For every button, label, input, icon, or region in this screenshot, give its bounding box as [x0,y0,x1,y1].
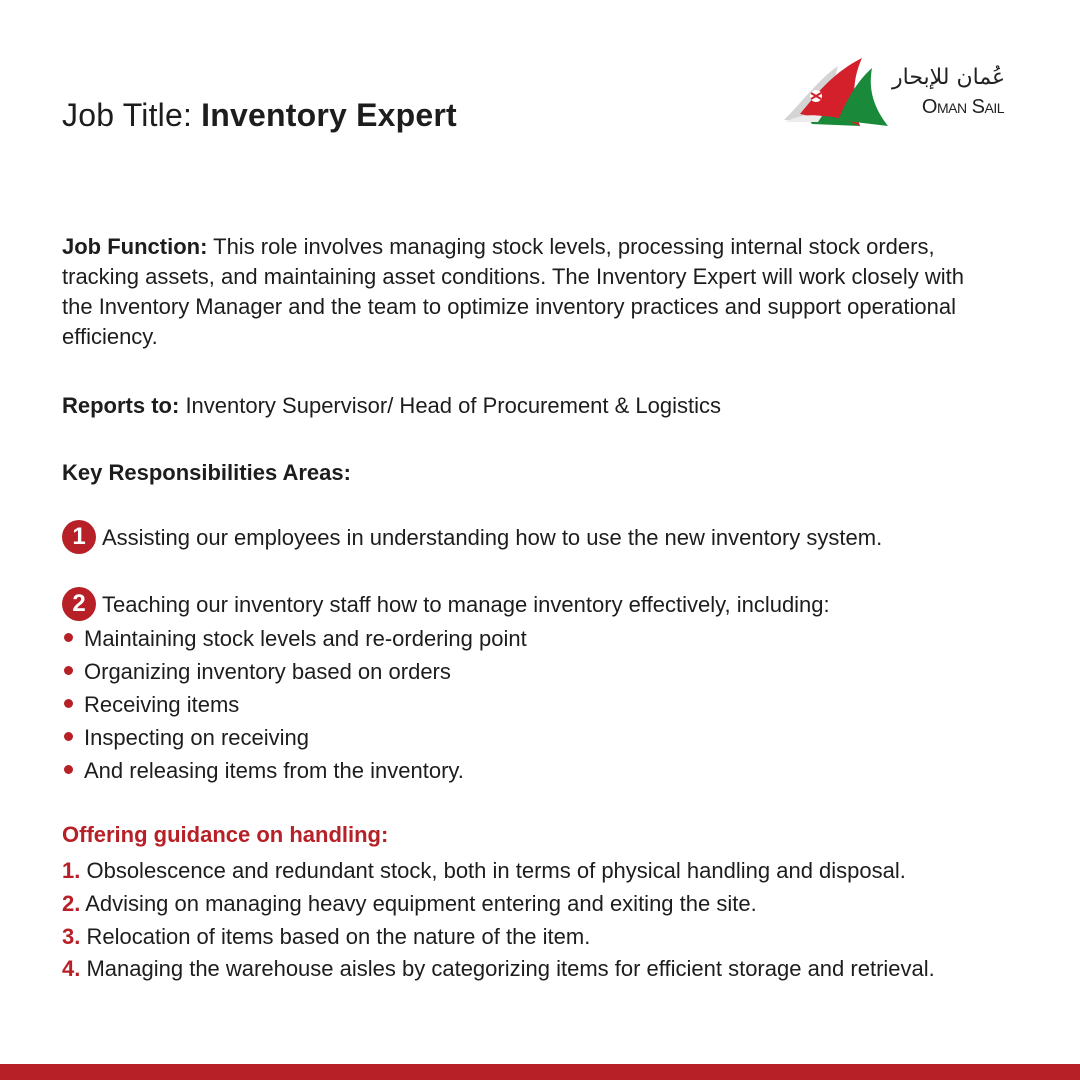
bullet-item [62,721,527,754]
number-badge-2: 2 [62,587,96,621]
bullet-dot-icon [64,666,73,675]
bullet-item [62,655,527,688]
bullet-dot-icon [64,699,73,708]
job-title-prefix: Job Title: [62,97,202,134]
guidance-number-2: 2. [62,891,81,916]
guidance-item-1 [62,854,1052,887]
bullet-dot-icon [64,732,73,741]
bullet-item [62,688,527,721]
oman-sail-logo [782,56,1006,130]
bullet-text: Organizing inventory based on orders [84,659,451,684]
job-function [62,232,992,352]
reports-to [62,391,721,421]
guidance-text-1: Obsolescence and redundant stock, both in terms of physical handling and disposal. [80,858,906,883]
responsibility-item-1 [62,521,882,556]
bullet-item [62,622,527,655]
bullet-text: Receiving items [84,692,240,717]
guidance-text-4: Managing the warehouse aisles by categorizing items for efficient storage and retrieval. [80,956,935,981]
bullet-list [62,622,527,787]
logo-arabic-text: عُمان للإبحار [892,65,1006,90]
guidance-list [62,854,1052,982]
bullet-item [62,754,527,787]
guidance-number-4: 4. [62,956,81,981]
guidance-item-4 [62,953,942,982]
key-responsibilities-heading: Key Responsibilities Areas: [62,460,351,485]
number-badge-1: 1 [62,520,96,554]
job-function-label: Job Function: [62,234,208,259]
responsibility-text-1: Assisting our employees in understanding how to use the new inventory system. [102,525,883,550]
job-title-value: Inventory Expert [201,97,457,134]
bullet-dot-icon [64,765,73,774]
guidance-text-2: Advising on managing heavy equipment entering and exiting the site. [80,891,757,916]
bullet-dot-icon [64,633,73,642]
guidance-text-3: Relocation of items based on the nature of the item. [80,924,591,949]
sail-logo-icon [782,56,892,130]
guidance-heading: Offering guidance on handling: [62,822,389,847]
logo-latin-text: Oman Sail [921,96,1004,118]
bullet-text: And releasing items from the inventory. [84,758,464,783]
bottom-accent-bar [0,1064,1080,1080]
bullet-text: Inspecting on receiving [84,725,310,750]
responsibility-text-2: Teaching our inventory staff how to manage inventory effectively, including: [102,592,830,617]
guidance-item-2 [62,887,1052,920]
job-function-text: This role involves managing stock levels, processing internal stock orders, tracking assets, and maintaining asset conditions. The Inventory Expert will work closely with the Inventory Manager and the team to optimize inventory practices and support operational efficiency. [62,234,965,349]
guidance-item-3 [62,920,1052,953]
guidance-number-1: 1. [62,858,81,883]
reports-to-label: Reports to: [62,393,180,418]
reports-to-text: Inventory Supervisor/ Head of Procurement & Logistics [179,393,722,418]
responsibility-item-2 [62,588,830,623]
guidance-number-3: 3. [62,924,81,949]
bullet-text: Maintaining stock levels and re-ordering point [84,626,527,651]
job-title [62,93,457,137]
